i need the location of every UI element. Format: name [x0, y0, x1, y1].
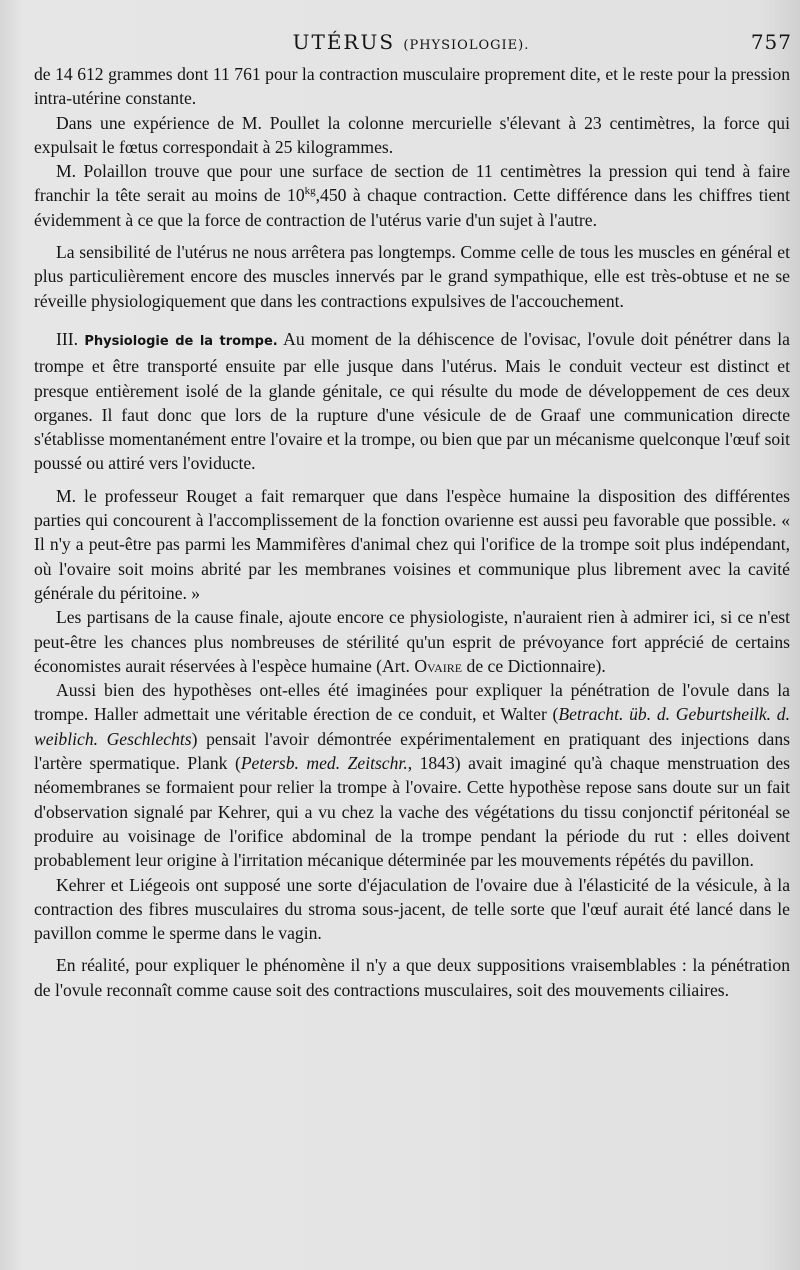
citation-plank: Petersb. med. Zeitschr. [240, 753, 408, 774]
paragraph-6: M. le professeur Rouget a fait remarquer que dans l'espèce humaine la disposition des différentes parties qui concourent à l'accomplissement de la fonction ovarienne est aussi peu favorable que possible. « Il n'y a peut-être pas parmi les Mammifères d'animal chez qui l'orifice de la trompe soit plus indépendant, où l'ovaire soit moins abrité par les membranes voisines et communique plus librement avec la cavité générale du péritoine. » [34, 485, 790, 603]
section-heading-paragraph [34, 327, 790, 476]
running-head [30, 30, 792, 60]
paragraph-9: Kehrer et Liégeois ont supposé une sorte d'éjaculation de l'ovaire due à l'élasticité de la vésicule, à la contraction des fibres musculaires du stroma sous-jacent, de telle sorte que l'œuf aurait été lancé dans le pavillon comme le sperme dans le vagin. [34, 874, 790, 944]
paragraph-3-b: ,450 à chaque contraction. Cette différence dans les chiffres tient évidemment à ce que la force de contraction de l'utérus varie d'un sujet à l'autre. [34, 185, 790, 230]
paragraph-2: Dans une expérience de M. Poullet la colonne mercurielle s'élevant à 23 centimètres, la force qui expulsait le fœtus correspondait à 25 kilogrammes. [34, 112, 790, 157]
header-subtitle: (PHYSIOLOGIE). [403, 38, 530, 53]
paragraph-10: En réalité, pour expliquer le phénomène il n'y a que deux suppositions vraisemblables : la pénétration de l'ovule reconnaît comme cause soit des contractions musculaires, soit des mouvements ciliaires. [34, 955, 790, 1000]
section-title: Physiologie de la trompe. [84, 333, 278, 349]
paragraph-7 [34, 605, 790, 678]
paragraph-3-a: M. Polaillon trouve que pour une surface de section de 11 centimètres la pression qui tend à faire franchir la tête serait au moins de 10 [34, 161, 790, 206]
paragraph-3 [34, 159, 790, 232]
article-reference: Ovaire [414, 655, 463, 676]
running-title [30, 30, 792, 54]
paragraph-8-b: ) pensait l'avoir démontrée expérimentalement en pratiquant des injections dans l'artère spermatique. Plank ( [34, 728, 791, 774]
section-number: III. [56, 328, 78, 349]
paragraph-8-a: Aussi bien des hypothèses ont-elles été imaginées pour expliquer la pénétration de l'ovule dans la trompe. Haller admettait une véritable érection de ce conduit, et Walter ( [34, 680, 790, 725]
body-text [34, 62, 790, 1002]
paragraph-5: Au moment de la déhiscence de l'ovisac, l'ovule doit pénétrer dans la trompe et être transporté ensuite par elle jusque dans l'utérus. Mais le conduit vecteur est distinct et presque entièrement isolé de la glande génitale, ce qui résulte du mode de développement de ces deux organes. Il faut donc que lors de la rupture d'une vésicule de de Graaf une communication directe s'établisse momentanément entre l'ovaire et la trompe, ou bien que par un mécanisme quelconque l'œuf soit poussé ou attiré vers l'oviducte. [34, 328, 790, 474]
paragraph-7-a: Les partisans de la cause finale, ajoute encore ce physiologiste, n'auraient rien à admirer ici, si ce n'est peut-être les chances plus nombreuses de stérilité qu'un esprit de prévoyance fort apprécié de certains économistes aurait réservées à l'espèce humaine (Art. [34, 607, 790, 676]
paragraph-1: de 14 612 grammes dont 11 761 pour la contraction musculaire proprement dite, et le reste pour la pression intra-utérine constante. [34, 64, 790, 109]
paragraph-4: La sensibilité de l'utérus ne nous arrêtera pas longtemps. Comme celle de tous les muscles en général et plus particulièrement encore des muscles innervés par le grand sympathique, elle est très-obtuse et ne se réveille physiologiquement que dans les contractions expulsives de l'accouchement. [34, 242, 790, 311]
paragraph-8 [34, 678, 790, 872]
header-title: UTÉRUS [292, 30, 396, 54]
paragraph-8-c: , 1843) avait imaginé qu'à chaque menstruation des néomembranes se formaient pour relier la trompe à l'ovaire. Cette hypothèse repose sans doute sur un fait d'observation signalé par Kehrer, qui a vu chez la vache des végétations du tissu conjonctif péritonéal se produire au voisinage de l'orifice abdominal de la trompe pendant la période du rut : elles doivent probablement leur origine à l'irritation mécanique déterminée par les mouvements répétés du pavillon. [34, 753, 790, 871]
page-number: 757 [750, 30, 792, 54]
citation-walter: Betracht. üb. d. Geburtsheilk. d. weiblich. Geschlechts [34, 704, 790, 749]
paragraph-7-b: de ce Dictionnaire). [466, 655, 606, 676]
unit-superscript: kg [304, 185, 316, 198]
